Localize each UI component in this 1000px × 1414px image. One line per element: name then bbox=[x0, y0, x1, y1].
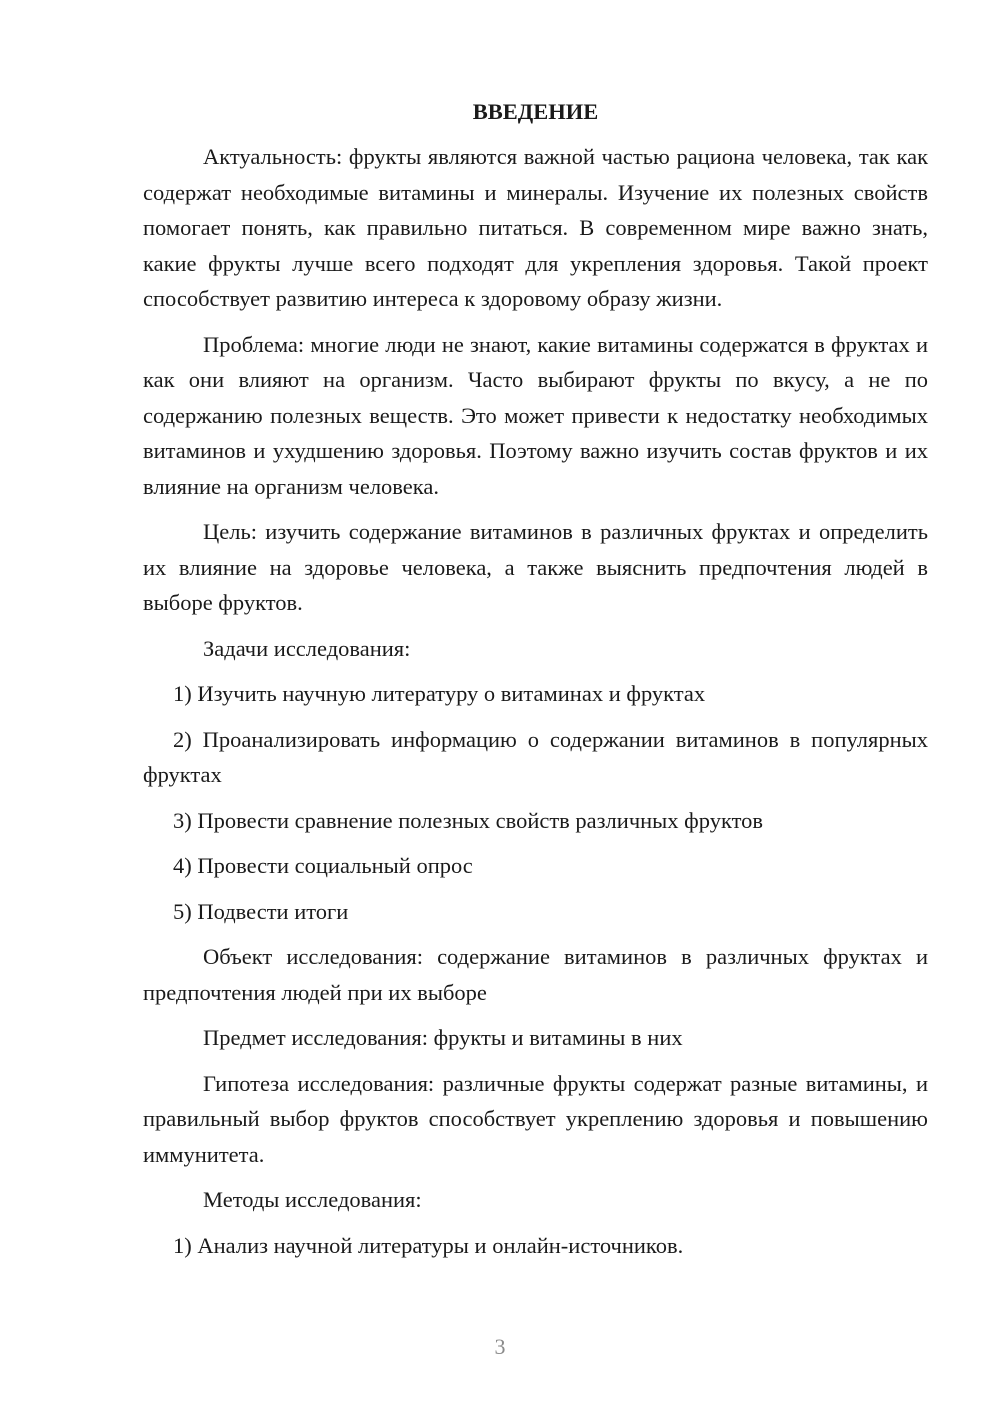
task-item-2: 2) Проанализировать информацию о содержании витаминов в популярных фруктах bbox=[143, 726, 928, 787]
task-item-1: 1) Изучить научную литературу о витаминах и фруктах bbox=[173, 681, 706, 706]
section-title: ВВЕДЕНИЕ bbox=[472, 99, 599, 124]
object-paragraph: Объект исследования: содержание витаминов в различных фруктах и предпочтения людей при их выборе bbox=[143, 944, 928, 1005]
relevance-paragraph: Актуальность: фрукты являются важной частью рациона человека, так как содержат необходимые витамины и минералы. Изучение их полезных свойств помогает понять, как правильно питаться. В современном мире важно знать, какие фрукты лучше всего подходят для укрепления здоровья. Такой проект способствует развитию интереса к здоровому образу жизни. bbox=[143, 144, 928, 311]
task-item-4: 4) Провести социальный опрос bbox=[173, 853, 473, 878]
page-number: 3 bbox=[494, 1334, 506, 1359]
hypothesis-paragraph: Гипотеза исследования: различные фрукты содержат разные витамины, и правильный выбор фруктов способствует укреплению здоровья и повышению иммунитета. bbox=[143, 1070, 928, 1167]
goal-paragraph: Цель: изучить содержание витаминов в различных фруктах и определить их влияние на здоровье человека, а также выяснить предпочтения людей в выборе фруктов. bbox=[143, 519, 928, 615]
problem-paragraph: Проблема: многие люди не знают, какие витамины содержатся в фруктах и как они влияют на организм. Часто выбирают фрукты по вкусу, а не по содержанию полезных веществ. Это может привести к недостатку необходимых витаминов и ухудшению здоровья. Поэтому важно изучить состав фруктов и их влияние на организм человека. bbox=[143, 331, 928, 499]
tasks-heading: Задачи исследования: bbox=[203, 635, 411, 661]
subject-paragraph: Предмет исследования: фрукты и витамины в них bbox=[203, 1025, 683, 1050]
method-item-1: 1) Анализ научной литературы и онлайн-источников. bbox=[173, 1232, 684, 1258]
task-item-5: 5) Подвести итоги bbox=[173, 898, 349, 924]
task-item-3: 3) Провести сравнение полезных свойств различных фруктов bbox=[173, 807, 763, 833]
methods-heading: Методы исследования: bbox=[203, 1187, 422, 1212]
document-page bbox=[143, 94, 928, 1273]
